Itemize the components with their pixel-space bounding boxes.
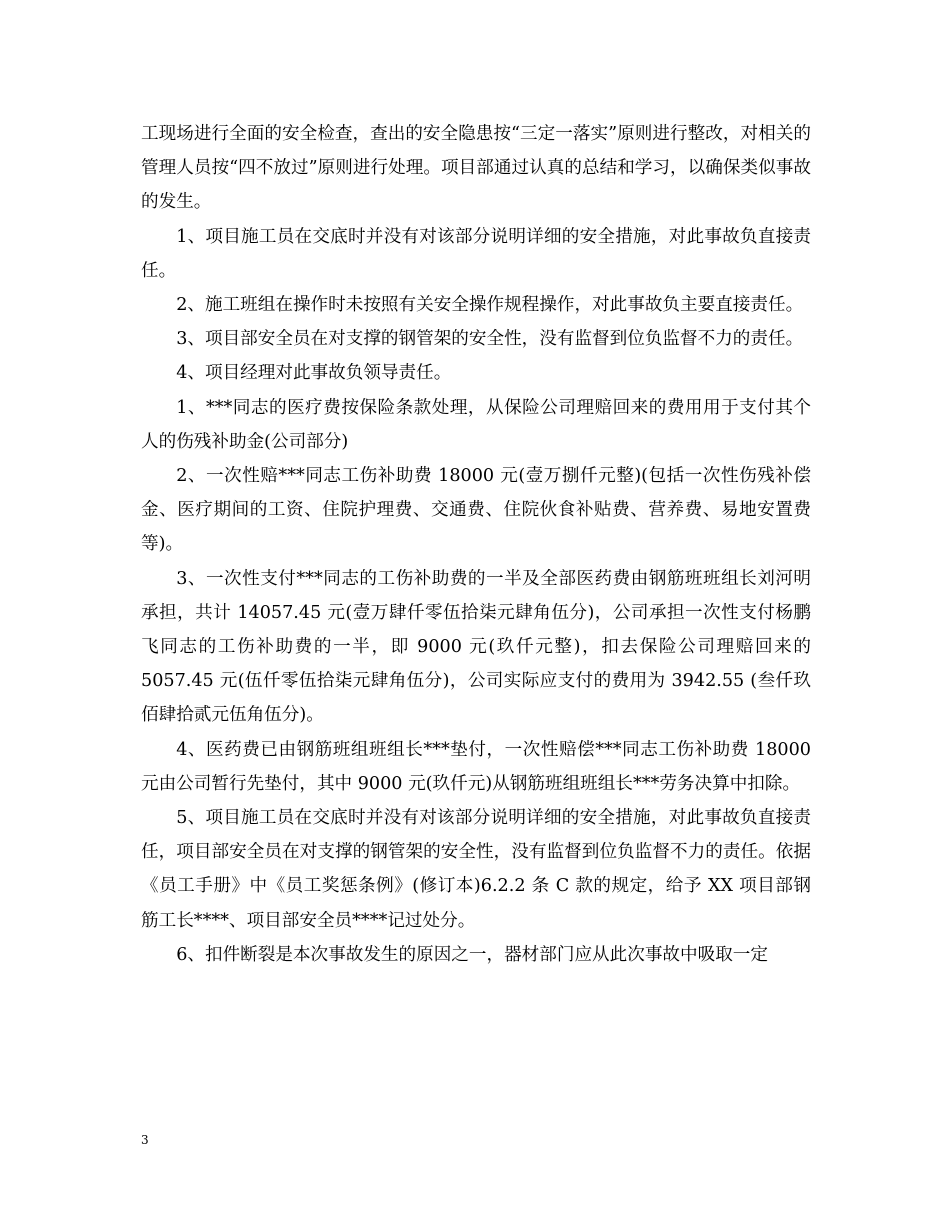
paragraph-compensation-2: 2、一次性赔***同志工伤补助费 18000 元(壹万捌仟元整)(包括一次性伤残补偿金、医疗期间的工资、住院护理费、交通费、住院伙食补贴费、营养费、易地安置费等)。	[141, 466, 811, 555]
paragraph-responsibility-2: 2、施工班组在操作时未按照有关安全操作规程操作，对此事故负主要直接责任。	[176, 295, 804, 316]
paragraph-responsibility-1: 1、项目施工员在交底时并没有对该部分说明详细的安全措施，对此事故负直接责任。	[141, 226, 811, 281]
paragraph-compensation-4: 4、医药费已由钢筋班组班组长***垫付，一次性赔偿***同志工伤补助费 18000 元由公司暂行先垫付，其中 9000 元(玖仟元)从钢筋班组班组长***劳务决算中扣除。	[141, 739, 811, 794]
page-number: 3	[141, 1133, 149, 1147]
paragraph-compensation-6: 6、扣件断裂是本次事故发生的原因之一，器材部门应从此次事故中吸取一定	[176, 944, 768, 965]
paragraph-intro: 工现场进行全面的安全检查，查出的安全隐患按“三定一落实”原则进行整改，对相关的管理人员按“四不放过”原则进行处理。项目部通过认真的总结和学习，以确保类似事故的发生。	[141, 124, 811, 213]
paragraph-responsibility-3: 3、项目部安全员在对支撑的钢管架的安全性，没有监督到位负监督不力的责任。	[176, 329, 804, 350]
paragraph-compensation-3: 3、一次性支付***同志的工伤补助费的一半及全部医药费由钢筋班班组长刘河明承担，共计 14057.45 元(壹万肆仟零伍拾柒元肆角伍分)，公司承担一次性支付杨鹏飞同志的工伤补助费的一半，即 9000 元(玖仟元整)，扣去保险公司理赔回来的 5057.45 元(伍仟零伍拾柒元肆角伍分)，公司实际应支付的费用为 3942.55 (叁仟玖佰肆拾贰元伍角伍分)。	[141, 568, 811, 726]
paragraph-compensation-5: 5、项目施工员在交底时并没有对该部分说明详细的安全措施，对此事故负直接责任，项目部安全员在对支撑的钢管架的安全性，没有监督到位负监督不力的责任。依据《员工手册》中《员工奖惩条例》(修订本)6.2.2 条 C 款的规定，给予 XX 项目部钢筋工长****、项目部安全员****记过处分。	[141, 808, 811, 931]
paragraph-compensation-1: 1、***同志的医疗费按保险条款处理，从保险公司理赔回来的费用用于支付其个人的伤残补助金(公司部分)	[141, 397, 811, 452]
document-body	[141, 117, 811, 972]
paragraph-responsibility-4: 4、项目经理对此事故负领导责任。	[176, 363, 452, 384]
